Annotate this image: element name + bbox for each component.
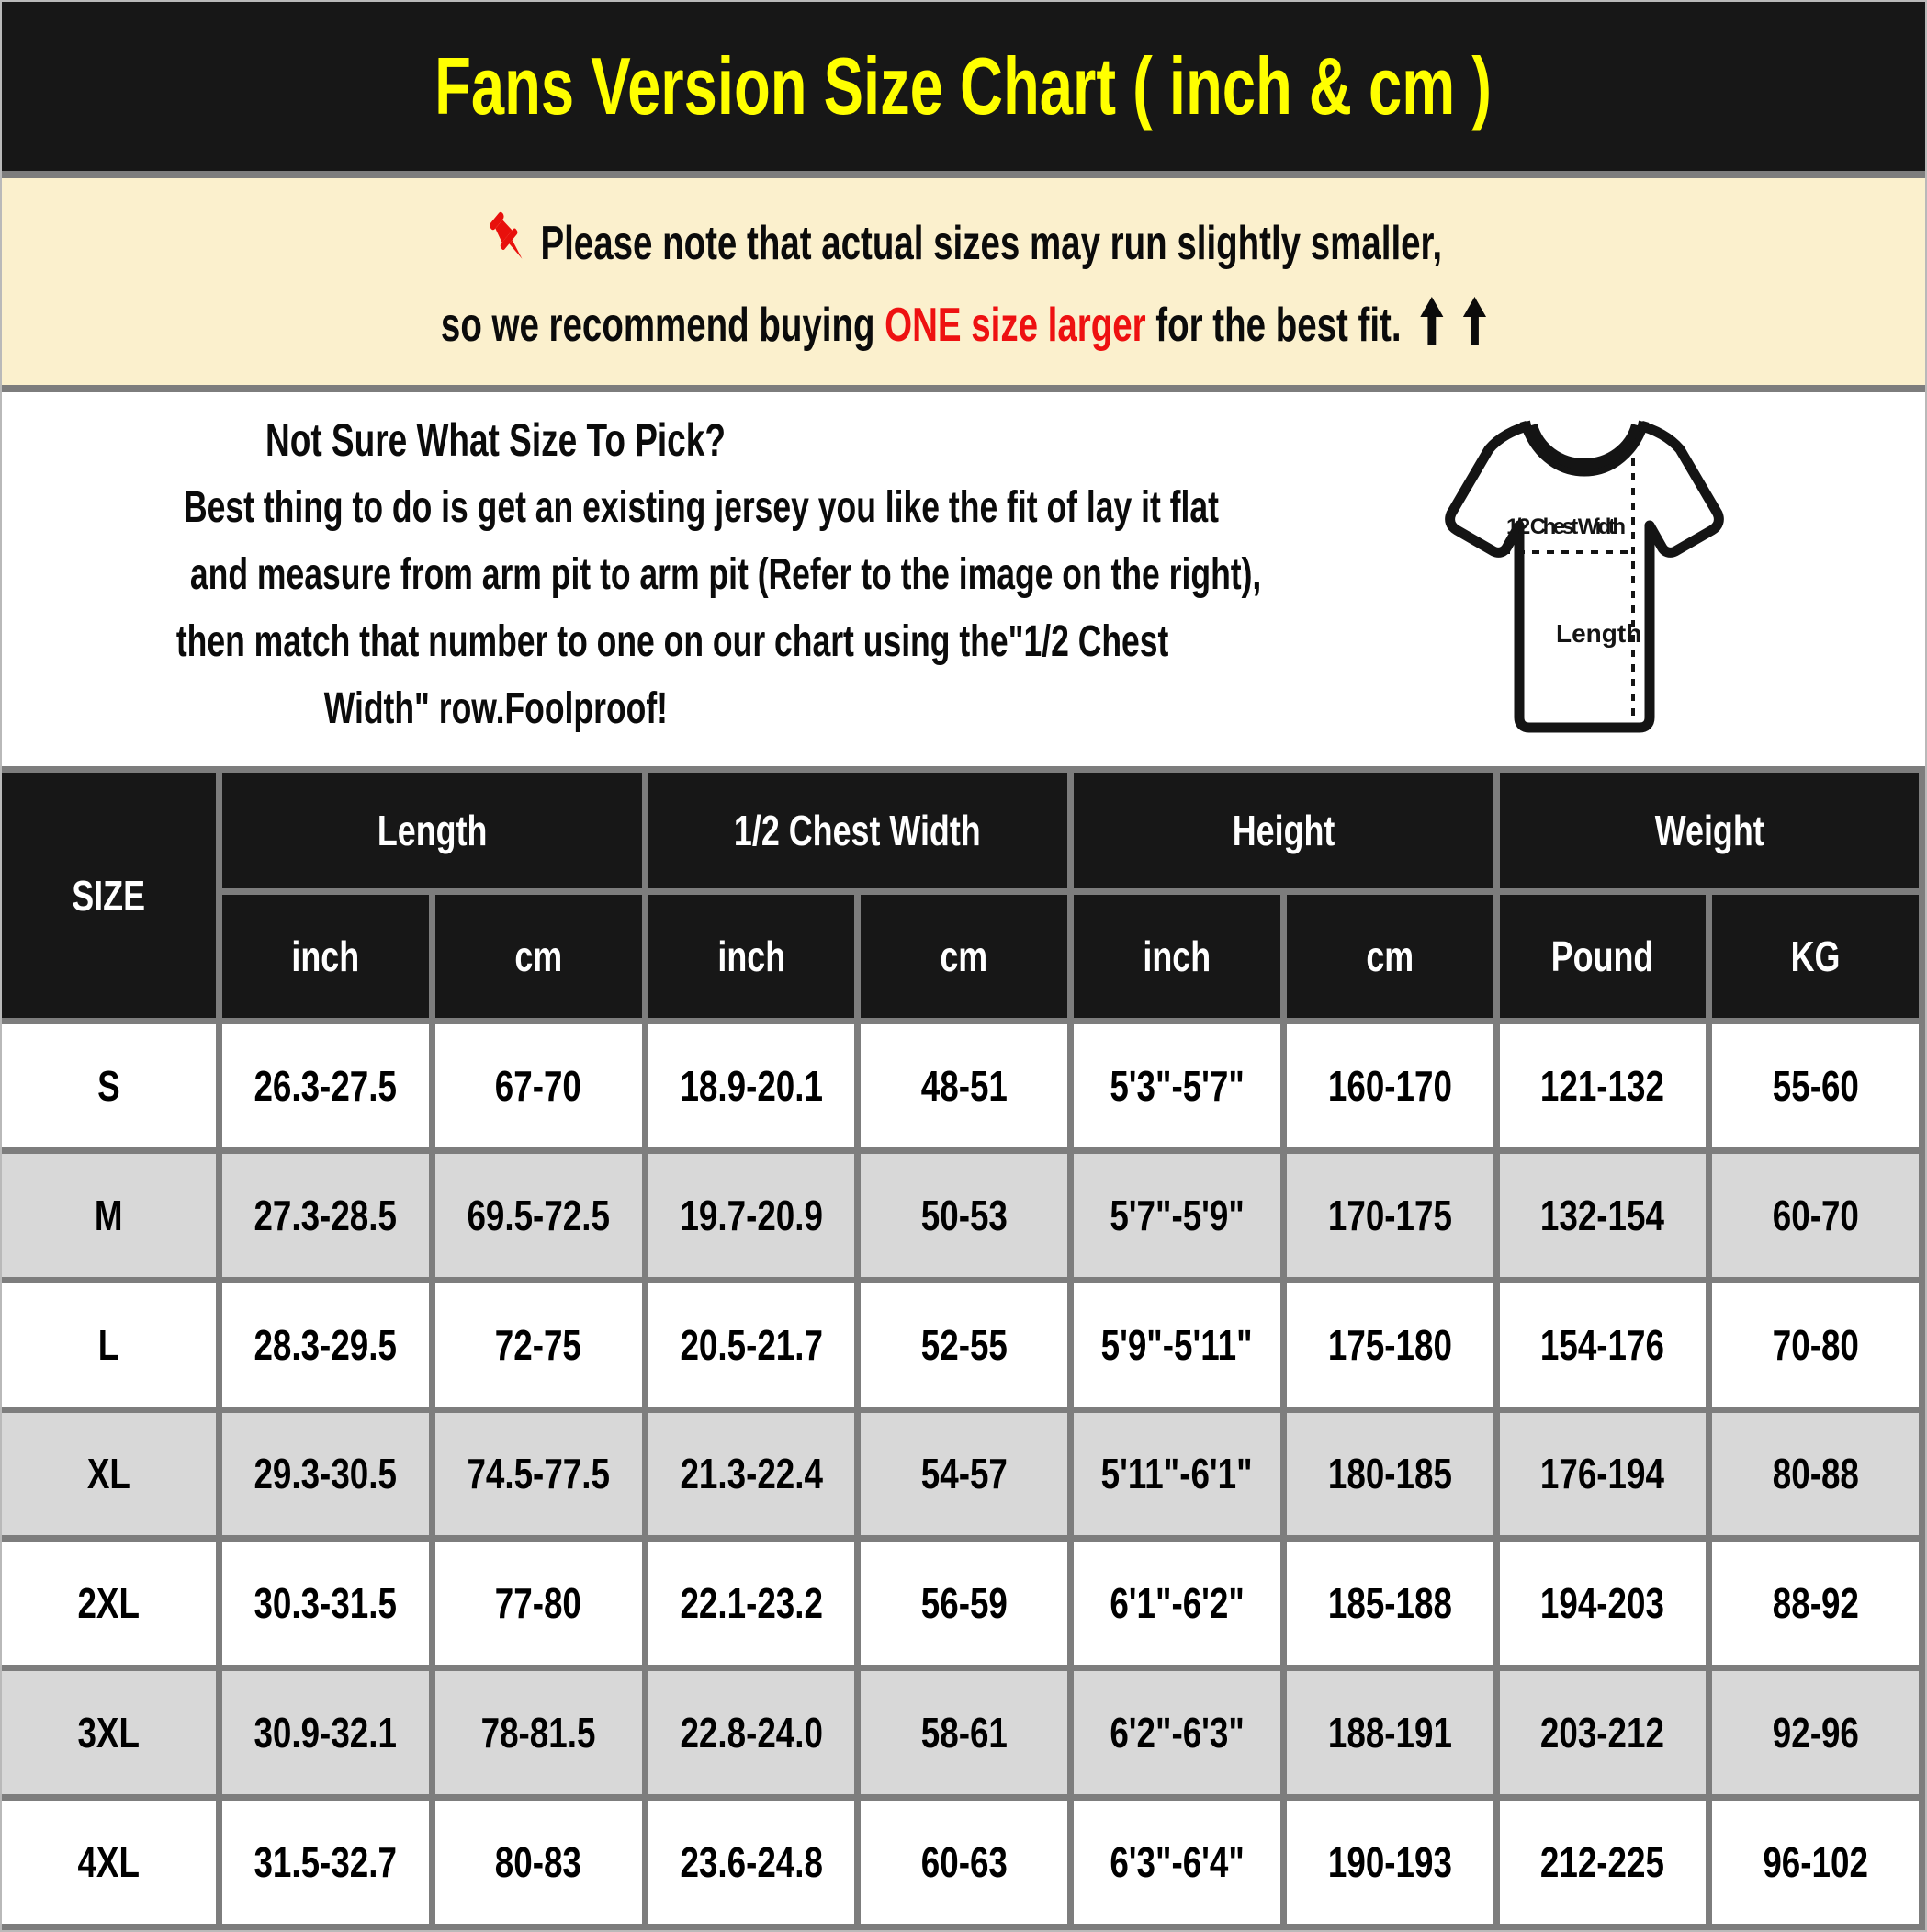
value-cell: 78-81.5 (435, 1671, 642, 1794)
unit-header: KG (1712, 895, 1919, 1018)
value-cell: 5'7"-5'9" (1074, 1154, 1280, 1277)
value-cell: 160-170 (1287, 1024, 1493, 1147)
length-label (1556, 619, 1641, 648)
value-cell: 6'2"-6'3" (1074, 1671, 1280, 1794)
size-cell: 3XL (2, 1671, 216, 1794)
value-cell: 70-80 (1712, 1283, 1919, 1407)
value-cell: 48-51 (861, 1024, 1067, 1147)
notice-band (2, 178, 1925, 385)
value-cell: 58-61 (861, 1671, 1067, 1794)
guide-line: Width" row.Foolproof! (323, 684, 668, 733)
tshirt-measurement-diagram (1442, 412, 1727, 748)
unit-header: inch (222, 895, 429, 1018)
value-cell: 69.5-72.5 (435, 1154, 642, 1277)
unit-header: inch (1074, 895, 1280, 1018)
section-divider (2, 385, 1925, 392)
size-column-header: SIZE (2, 773, 216, 1018)
group-header-height: Height (1074, 773, 1493, 888)
value-cell: 5'11"-6'1" (1074, 1413, 1280, 1536)
value-cell: 190-193 (1287, 1801, 1493, 1924)
value-cell: 170-175 (1287, 1154, 1493, 1277)
value-cell: 22.1-23.2 (648, 1542, 855, 1665)
notice-highlight: ONE size larger (885, 298, 1146, 352)
value-cell: 60-63 (861, 1801, 1067, 1924)
value-cell: 5'9"-5'11" (1074, 1283, 1280, 1407)
unit-header: cm (861, 895, 1067, 1018)
value-cell: 6'3"-6'4" (1074, 1801, 1280, 1924)
value-cell: 31.5-32.7 (222, 1801, 429, 1924)
value-cell: 121-132 (1500, 1024, 1707, 1147)
notice-text-2-prefix: so we recommend buying (440, 298, 885, 352)
value-cell: 6'1"-6'2" (1074, 1542, 1280, 1665)
notice-text-2-suffix: for the best fit. (1145, 298, 1402, 352)
value-cell: 56-59 (861, 1542, 1067, 1665)
value-cell: 29.3-30.5 (222, 1413, 429, 1536)
value-cell: 19.7-20.9 (648, 1154, 855, 1277)
value-cell: 30.3-31.5 (222, 1542, 429, 1665)
value-cell: 20.5-21.7 (648, 1283, 855, 1407)
value-cell: 80-83 (435, 1801, 642, 1924)
size-cell: XL (2, 1413, 216, 1536)
value-cell: 5'3"-5'7" (1074, 1024, 1280, 1147)
title-bar (2, 2, 1925, 171)
value-cell: 96-102 (1712, 1801, 1919, 1924)
value-cell: 80-88 (1712, 1413, 1919, 1536)
value-cell: 154-176 (1500, 1283, 1707, 1407)
size-cell: S (2, 1024, 216, 1147)
value-cell: 27.3-28.5 (222, 1154, 429, 1277)
value-cell: 175-180 (1287, 1283, 1493, 1407)
size-cell: M (2, 1154, 216, 1277)
unit-header: cm (435, 895, 642, 1018)
value-cell: 185-188 (1287, 1542, 1493, 1665)
unit-header: Pound (1500, 895, 1707, 1018)
group-header-length: Length (222, 773, 642, 888)
value-cell: 22.8-24.0 (648, 1671, 855, 1794)
up-arrow-icon (1463, 297, 1486, 356)
chest-width-label (1506, 514, 1626, 539)
value-cell: 50-53 (861, 1154, 1067, 1277)
value-cell: 23.6-24.8 (648, 1801, 855, 1924)
group-header-chest-width: 1/2 Chest Width (648, 773, 1068, 888)
size-cell: 4XL (2, 1801, 216, 1924)
group-header-weight: Weight (1500, 773, 1920, 888)
pushpin-icon (485, 208, 528, 284)
guide-line: Best thing to do is get an existing jersey you like the fit of lay it flat (183, 483, 1219, 532)
guide-heading: Not Sure What Size To Pick? (265, 414, 726, 466)
value-cell: 180-185 (1287, 1413, 1493, 1536)
size-cell: 2XL (2, 1542, 216, 1665)
section-divider (2, 171, 1925, 178)
value-cell: 74.5-77.5 (435, 1413, 642, 1536)
value-cell: 18.9-20.1 (648, 1024, 855, 1147)
notice-text-1: Please note that actual sizes may run slightly smaller, (539, 216, 1442, 270)
value-cell: 26.3-27.5 (222, 1024, 429, 1147)
unit-header: cm (1287, 895, 1493, 1018)
guide-section (2, 392, 1925, 766)
value-cell: 28.3-29.5 (222, 1283, 429, 1407)
value-cell: 60-70 (1712, 1154, 1919, 1277)
guide-text (2, 407, 1262, 742)
section-divider (2, 766, 1925, 773)
page-title: Fans Version Size Chart ( inch & cm ) (434, 40, 1493, 131)
value-cell: 203-212 (1500, 1671, 1707, 1794)
unit-header: inch (648, 895, 855, 1018)
value-cell: 92-96 (1712, 1671, 1919, 1794)
notice-line-1 (318, 208, 1610, 284)
value-cell: 30.9-32.1 (222, 1671, 429, 1794)
value-cell: 188-191 (1287, 1671, 1493, 1794)
value-cell: 212-225 (1500, 1801, 1707, 1924)
value-cell: 77-80 (435, 1542, 642, 1665)
value-cell: 55-60 (1712, 1024, 1919, 1147)
value-cell: 54-57 (861, 1413, 1067, 1536)
notice-line-2 (257, 297, 1670, 356)
guide-line: then match that number to one on our chart using the"1/2 Chest (175, 617, 1169, 666)
value-cell: 52-55 (861, 1283, 1067, 1407)
value-cell: 132-154 (1500, 1154, 1707, 1277)
value-cell: 67-70 (435, 1024, 642, 1147)
value-cell: 194-203 (1500, 1542, 1707, 1665)
chest-width-label-text: 1/2 Chest Width (1506, 514, 1626, 539)
size-table (2, 773, 1925, 1930)
guide-line: and measure from arm pit to arm pit (Refer to the image on the right), (189, 550, 1262, 599)
value-cell: 176-194 (1500, 1413, 1707, 1536)
length-label-text: Length (1556, 619, 1642, 648)
value-cell: 88-92 (1712, 1542, 1919, 1665)
value-cell: 21.3-22.4 (648, 1413, 855, 1536)
up-arrow-icon (1421, 297, 1444, 356)
value-cell: 72-75 (435, 1283, 642, 1407)
size-cell: L (2, 1283, 216, 1407)
